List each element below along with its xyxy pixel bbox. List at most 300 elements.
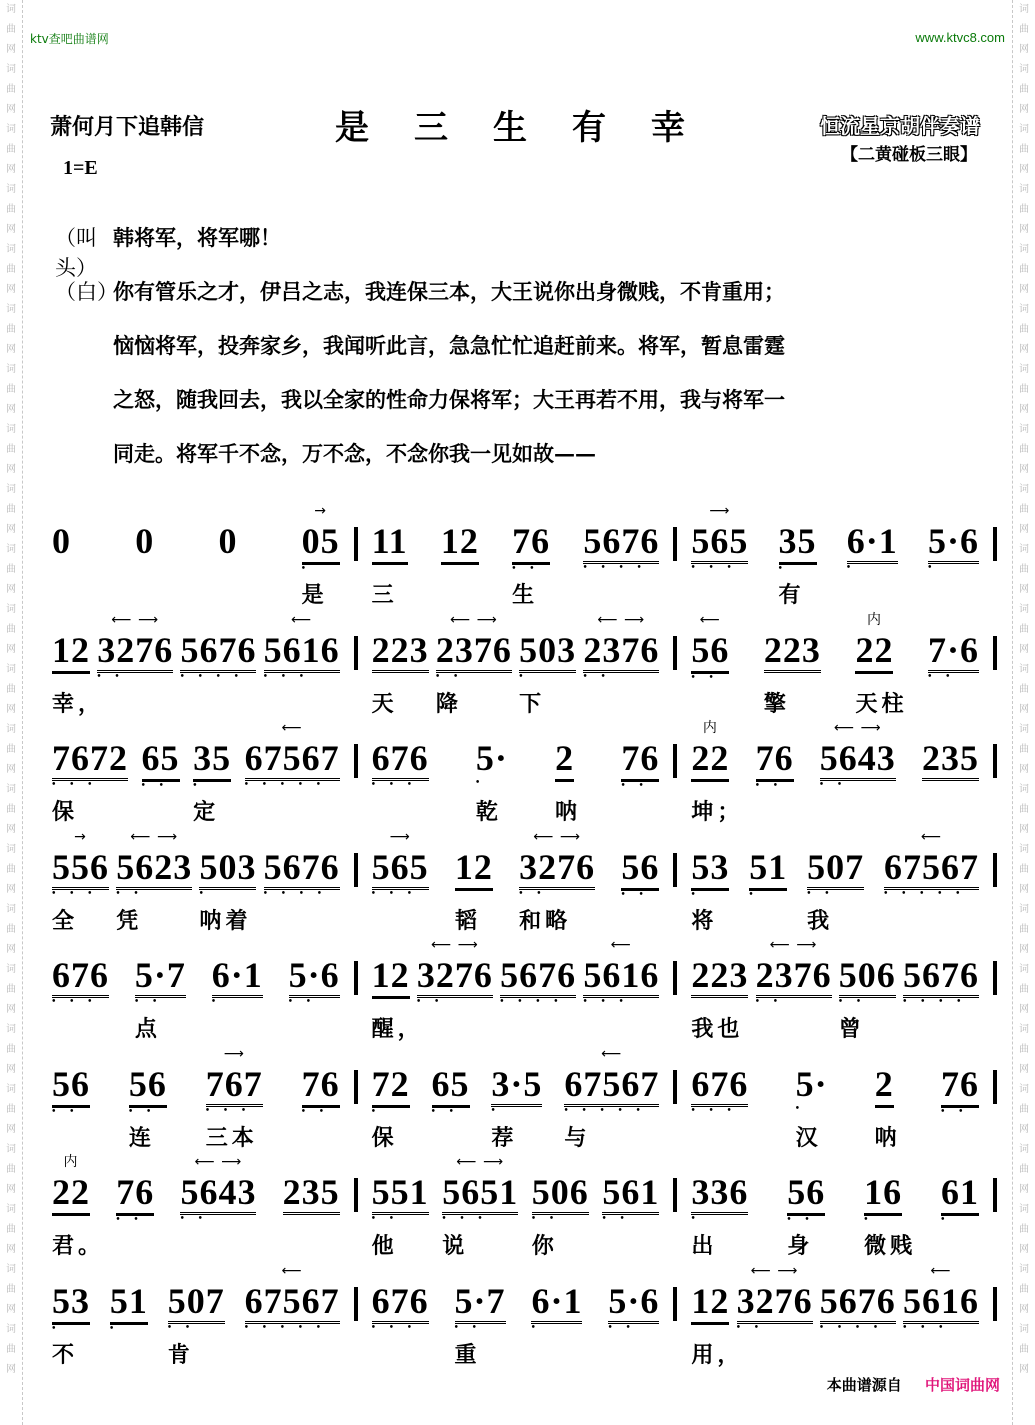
watermark-group	[6, 360, 16, 420]
note-digits: 22	[52, 1172, 90, 1216]
watermark-char: 词	[6, 4, 16, 15]
note-digits: 3276	[97, 630, 173, 673]
lyric: 三本	[205, 1124, 258, 1151]
note-digits: 2	[875, 1064, 894, 1108]
watermark-char: 网	[6, 1184, 16, 1195]
watermark-char: 曲	[1019, 1164, 1029, 1175]
note-digits: 5651	[442, 1172, 518, 1215]
measure	[52, 939, 340, 1042]
note-group	[855, 611, 908, 717]
watermark-char: 网	[1019, 1244, 1029, 1255]
watermark-char: 词	[1019, 124, 1029, 135]
watermark-char: 网	[1019, 1304, 1029, 1315]
watermark-char: 曲	[1019, 504, 1029, 515]
lyric: 他	[371, 1233, 398, 1259]
watermark-char: 词	[1019, 424, 1029, 435]
key-signature: 1=E	[63, 157, 98, 179]
watermark-group	[1019, 1200, 1029, 1260]
note-digits: 5676	[500, 955, 576, 998]
low-octave-dots: • • • •	[903, 996, 967, 1007]
bowing-arrow-icon: ⟵ ⟶	[597, 611, 646, 628]
low-octave-dots: • •	[431, 1105, 460, 1117]
dialogue-line	[55, 222, 985, 280]
low-octave-dots: •	[691, 888, 701, 900]
watermark-group	[6, 300, 16, 360]
note-digits: 35	[779, 521, 817, 565]
bowing-arrow-icon: →	[314, 503, 328, 519]
note-digits: 56	[691, 630, 729, 674]
measure	[371, 828, 660, 934]
low-octave-dots: • •	[736, 1321, 765, 1333]
watermark-char: 词	[1019, 724, 1029, 735]
watermark-char: 网	[1019, 1004, 1029, 1015]
note-group	[928, 505, 979, 573]
watermark-char: 曲	[6, 984, 16, 995]
note-digits: 5623	[116, 847, 192, 890]
watermark-char: 词	[6, 1084, 16, 1095]
note-digits: 503	[199, 847, 256, 890]
watermark-char: 词	[6, 1264, 16, 1275]
note-digits: 12	[691, 1281, 729, 1325]
watermark-char: 曲	[6, 504, 16, 515]
note-group	[283, 1156, 340, 1224]
note-digits: 336	[691, 1172, 748, 1215]
measure	[691, 503, 979, 608]
low-octave-dots: •	[52, 1322, 62, 1334]
lyric: 坤；	[691, 799, 744, 825]
low-octave-dots: •	[531, 1321, 541, 1333]
low-octave-dots: •	[927, 562, 938, 573]
lyric: 身	[787, 1233, 814, 1259]
site-name-left[interactable]: ktv查吧曲谱网	[30, 32, 109, 46]
watermark-group	[1019, 420, 1029, 480]
dialogue-tag	[55, 438, 113, 492]
low-octave-dots: • •	[755, 996, 784, 1007]
watermark-char: 曲	[1019, 864, 1029, 875]
watermark-char: 网	[6, 824, 16, 835]
measure	[371, 611, 660, 717]
watermark-char: 词	[1019, 604, 1029, 615]
opera-title: 萧何月下追韩信	[50, 115, 205, 140]
low-octave-dots: • •	[691, 671, 719, 683]
lyric: 定	[193, 799, 220, 825]
watermark-group	[1019, 1260, 1029, 1320]
bar-line	[673, 1287, 677, 1321]
lyric: 用，	[691, 1341, 744, 1368]
note-group	[602, 1156, 659, 1223]
note-digits: 2376	[436, 630, 512, 673]
note-digits: 767	[206, 1064, 263, 1107]
low-octave-dots: • •	[807, 887, 835, 899]
low-octave-dots: • • • •	[263, 887, 328, 899]
note-group	[167, 1265, 225, 1368]
low-octave-dots: • •	[512, 563, 540, 574]
watermark-char: 词	[1019, 1204, 1029, 1215]
watermark-char: 网	[1019, 1124, 1029, 1135]
watermark-char: 词	[1019, 1264, 1029, 1275]
note-group	[432, 1048, 470, 1116]
bar-line	[354, 961, 358, 995]
note-group	[372, 1265, 429, 1332]
note-group	[756, 722, 794, 790]
note-digits: 3276	[417, 955, 493, 998]
watermark-char: 词	[6, 1324, 16, 1335]
note-group	[289, 939, 340, 1006]
note-digits: 3276	[519, 847, 595, 890]
note-digits: 12	[441, 521, 479, 565]
note-group	[52, 505, 71, 573]
watermark-char: 网	[1019, 764, 1029, 775]
low-octave-dots: • • •	[371, 1321, 418, 1333]
bar-line	[673, 1178, 677, 1212]
watermark-group	[1019, 960, 1029, 1020]
watermark-char: 网	[1019, 704, 1029, 715]
low-octave-dots: • • •	[52, 887, 98, 899]
bar-line	[993, 744, 997, 778]
watermark-char: 词	[6, 964, 16, 975]
note-group	[135, 505, 154, 573]
note-digits: 5·7	[135, 955, 186, 998]
low-octave-dots: • •	[838, 996, 867, 1007]
watermark-group	[1019, 480, 1029, 540]
note-digits: 67567	[884, 847, 979, 890]
note-digits: 223	[764, 630, 821, 673]
watermark-char: 网	[6, 464, 16, 475]
measure	[691, 1262, 979, 1368]
note-digits: 5643	[180, 1172, 256, 1215]
bar-line	[673, 636, 677, 670]
note-group	[244, 1262, 340, 1333]
note-digits: 53	[52, 1281, 90, 1325]
watermark-group	[6, 540, 16, 600]
watermark-char: 词	[6, 64, 16, 75]
watermark-char: 网	[6, 524, 16, 535]
bowing-arrow-icon: ⟵ ⟶	[450, 611, 498, 628]
note-group	[691, 611, 730, 683]
note-digits: 676	[691, 1064, 748, 1107]
note-digits: 6·1	[212, 955, 263, 998]
note-digits: 506	[532, 1172, 589, 1215]
low-octave-dots: • •	[116, 887, 144, 899]
watermark-char: 曲	[1019, 444, 1029, 455]
bowing-arrow-icon: ⟶	[709, 503, 731, 519]
bar-line	[354, 527, 358, 561]
watermark-char: 词	[6, 664, 16, 675]
note-group	[372, 722, 429, 790]
lyric: 微贱	[864, 1233, 917, 1259]
note-group	[864, 1156, 917, 1259]
low-octave-dots: • •	[128, 1105, 157, 1117]
note-group	[500, 939, 576, 1007]
bar-line	[993, 636, 997, 670]
note-digits: 223	[372, 630, 429, 673]
note-group	[371, 614, 429, 717]
watermark-char: 曲	[1019, 324, 1029, 335]
note-group	[519, 828, 596, 934]
watermark-char: 词	[6, 544, 16, 555]
watermark-char: 网	[1019, 824, 1029, 835]
low-octave-dots: • • •	[691, 562, 737, 573]
bar-line	[993, 853, 997, 887]
note-group	[691, 831, 730, 934]
bar-line	[354, 1178, 358, 1212]
watermark-group	[1019, 600, 1029, 660]
note-digits: 76	[941, 1064, 979, 1108]
low-octave-dots: • •	[97, 670, 125, 682]
measure	[371, 505, 660, 608]
note-digits: 5616	[264, 630, 340, 673]
note-digits: 51	[110, 1281, 148, 1325]
dialogue-text: 恼恼将军，投奔家乡，我闻听此言，急急忙忙追赶前来。将军，暂息雷霆	[113, 333, 785, 358]
low-octave-dots: • • •	[52, 996, 98, 1007]
watermark-char: 词	[6, 484, 16, 495]
watermark-char: 网	[1019, 944, 1029, 955]
low-octave-dots: • • • • •	[884, 887, 966, 899]
low-octave-dots: • •	[288, 996, 317, 1007]
measure	[52, 503, 340, 608]
watermark-char: 词	[6, 364, 16, 375]
lyric: 呐	[555, 799, 582, 825]
measure	[691, 1048, 980, 1151]
note-digits: 3276	[737, 1281, 813, 1324]
note-group	[454, 831, 493, 934]
note-group	[749, 831, 787, 899]
score-row	[52, 611, 997, 723]
lyric: 保	[52, 799, 79, 825]
low-octave-dots: •	[301, 563, 312, 574]
watermark-char: 网	[1019, 584, 1029, 595]
low-octave-dots: • •	[371, 1213, 400, 1224]
note-group	[263, 611, 340, 682]
note-group	[941, 1156, 979, 1224]
watermark-group	[1019, 840, 1029, 900]
low-octave-dots: • •	[141, 780, 170, 791]
lyric: 重	[454, 1341, 481, 1368]
note-digits: 67567	[564, 1064, 659, 1107]
watermark-char: 曲	[1019, 1104, 1029, 1115]
note-group	[787, 1156, 826, 1259]
note-digits: 5616	[903, 1281, 979, 1324]
low-octave-dots: • • • • •	[564, 1104, 646, 1116]
measure	[691, 937, 979, 1042]
watermark-char: 曲	[6, 24, 16, 35]
note-digits: 0	[135, 521, 155, 561]
note-group	[245, 722, 340, 790]
bar-line	[993, 1287, 997, 1321]
bowing-arrow-icon: ⟵	[610, 937, 632, 953]
low-octave-dots: • • •	[371, 887, 418, 899]
watermark-char: 曲	[6, 1344, 16, 1355]
note-digits: 67567	[245, 1281, 340, 1324]
inner-string-mark: 内	[702, 720, 718, 736]
note-group	[52, 614, 105, 717]
watermark-char: 网	[6, 1124, 16, 1135]
low-octave-dots: • •	[941, 1105, 969, 1117]
watermark-char: 网	[6, 1064, 16, 1075]
watermark-group	[6, 1200, 16, 1260]
note-digits: 5676	[180, 630, 256, 673]
note-digits: 56	[621, 847, 659, 891]
watermark-group	[6, 420, 16, 480]
bar-line	[354, 1070, 358, 1104]
lyric: 荐	[491, 1124, 518, 1151]
bowing-arrow-icon: ⟵ ⟶	[456, 1154, 505, 1170]
bar-line	[673, 1070, 677, 1104]
watermark-char: 网	[1019, 404, 1029, 415]
lyric: 呐	[874, 1124, 901, 1151]
note-group	[97, 611, 174, 682]
site-url-right[interactable]: www.ktvc8.com	[915, 30, 1005, 45]
note-group	[110, 1265, 148, 1333]
watermark-char: 网	[1019, 884, 1029, 895]
lyric: 君。	[52, 1233, 105, 1259]
watermark-char: 网	[1019, 284, 1029, 295]
watermark-char: 词	[6, 1024, 16, 1035]
bowing-arrow-icon: ⟵ ⟶	[431, 937, 479, 953]
note-group	[763, 614, 821, 717]
lyric: 说	[442, 1233, 469, 1259]
dialogue-tag	[55, 384, 113, 438]
watermark-char: 网	[6, 164, 16, 175]
bowing-arrow-icon: ⟵	[699, 611, 721, 628]
low-octave-dots: • • • •	[500, 996, 564, 1007]
watermark-char: 曲	[6, 444, 16, 455]
watermark-char: 词	[1019, 484, 1029, 495]
bowing-arrow-icon: ⟵ ⟶	[769, 937, 818, 953]
watermark-char: 网	[6, 224, 16, 235]
note-group	[371, 1156, 429, 1259]
watermark-char: 曲	[1019, 1224, 1029, 1235]
note-digits: 12	[455, 847, 493, 891]
score-row	[52, 939, 997, 1048]
watermark-char: 曲	[1019, 264, 1029, 275]
low-octave-dots: •	[778, 563, 789, 574]
watermark-group	[1019, 360, 1029, 420]
note-group	[583, 939, 659, 1007]
watermark-char: 网	[1019, 644, 1029, 655]
lyric: 曾	[838, 1016, 865, 1042]
low-octave-dots: • •	[435, 670, 464, 682]
watermark-char: 曲	[1019, 1044, 1029, 1055]
watermark-group	[1019, 780, 1029, 840]
watermark-char: 词	[1019, 244, 1029, 255]
source-brand-link[interactable]: 中国词曲网	[924, 1376, 1000, 1394]
watermark-char: 词	[1019, 184, 1029, 195]
watermark-char: 词	[6, 844, 16, 855]
note-group	[531, 1265, 582, 1332]
low-octave-dots: • •	[602, 1213, 630, 1224]
bowing-arrow-icon: ⟵ ⟶	[111, 611, 160, 628]
watermark-group	[6, 240, 16, 300]
measure	[371, 1045, 660, 1151]
measure	[52, 611, 340, 717]
bar-line	[673, 527, 677, 561]
watermark-char: 网	[6, 44, 16, 55]
note-digits: 5·	[475, 738, 508, 778]
watermark-char: 曲	[6, 744, 16, 755]
watermark-char: 网	[6, 344, 16, 355]
watermark-char: 网	[1019, 44, 1029, 55]
low-octave-dots: • •	[52, 1105, 80, 1117]
score-row	[52, 1262, 997, 1374]
bowing-arrow-icon: ⟵	[920, 828, 943, 845]
note-group	[199, 831, 257, 934]
low-octave-dots: • • • •	[819, 1321, 884, 1333]
watermark-group	[1019, 1320, 1029, 1380]
watermark-group	[1019, 0, 1029, 60]
watermark-char: 网	[6, 764, 16, 775]
watermark-char: 词	[1019, 664, 1029, 675]
bowing-arrow-icon: ⟵	[930, 1262, 952, 1279]
watermark-group	[6, 1020, 16, 1080]
watermark-char: 网	[6, 284, 16, 295]
note-digits: 76	[621, 738, 659, 782]
watermark-char: 曲	[1019, 144, 1029, 155]
watermark-char: 曲	[6, 1044, 16, 1055]
spoken-dialogue	[55, 222, 985, 492]
bar-line	[354, 744, 358, 778]
bar-line	[354, 853, 358, 887]
note-digits: 506	[839, 955, 896, 998]
note-digits: 7·6	[928, 630, 979, 673]
lyric: 生	[512, 582, 539, 608]
watermark-char: 词	[1019, 964, 1029, 975]
note-digits: 561	[602, 1172, 659, 1215]
note-group	[564, 1045, 660, 1151]
low-octave-dots: • • • •	[180, 670, 244, 682]
watermark-char: 曲	[6, 564, 16, 575]
lyric: 汉	[795, 1124, 822, 1151]
note-digits: 0	[52, 521, 71, 561]
watermark-group	[6, 840, 16, 900]
low-octave-dots: • •	[416, 996, 445, 1007]
note-digits: 565	[372, 847, 429, 890]
dialogue-tag	[55, 330, 113, 384]
note-group	[52, 828, 109, 934]
watermark-group	[1019, 240, 1029, 300]
note-digits: 6·1	[531, 1281, 582, 1324]
bowing-arrow-icon: →	[74, 828, 87, 845]
note-digits: 5643	[820, 738, 896, 781]
note-group	[491, 1048, 543, 1151]
low-octave-dots: • • •	[263, 670, 310, 682]
low-octave-dots: • • • • •	[244, 1321, 327, 1333]
watermark-char: 曲	[1019, 1344, 1029, 1355]
lyric: 降	[435, 690, 462, 717]
note-group	[838, 939, 896, 1042]
watermark-char: 曲	[6, 684, 16, 695]
note-group	[442, 1154, 519, 1259]
measure	[52, 828, 340, 934]
accompaniment-label: 恒流星京胡伴奏谱	[820, 114, 980, 138]
bar-line	[993, 1070, 997, 1104]
low-octave-dots: • •	[180, 1213, 208, 1224]
measure	[52, 1045, 340, 1151]
watermark-char: 网	[1019, 104, 1029, 115]
watermark-char: 曲	[6, 1224, 16, 1235]
note-group	[583, 505, 659, 573]
measure	[371, 722, 660, 825]
dialogue-line	[55, 276, 985, 330]
note-group	[435, 611, 512, 717]
watermark-char: 词	[1019, 364, 1029, 375]
note-digits: 22	[691, 738, 729, 782]
lyric: 天	[371, 690, 398, 717]
low-octave-dots: •	[941, 1214, 951, 1225]
lyric: 擎	[763, 690, 790, 717]
watermark-char: 词	[1019, 1144, 1029, 1155]
note-group	[903, 1262, 979, 1333]
